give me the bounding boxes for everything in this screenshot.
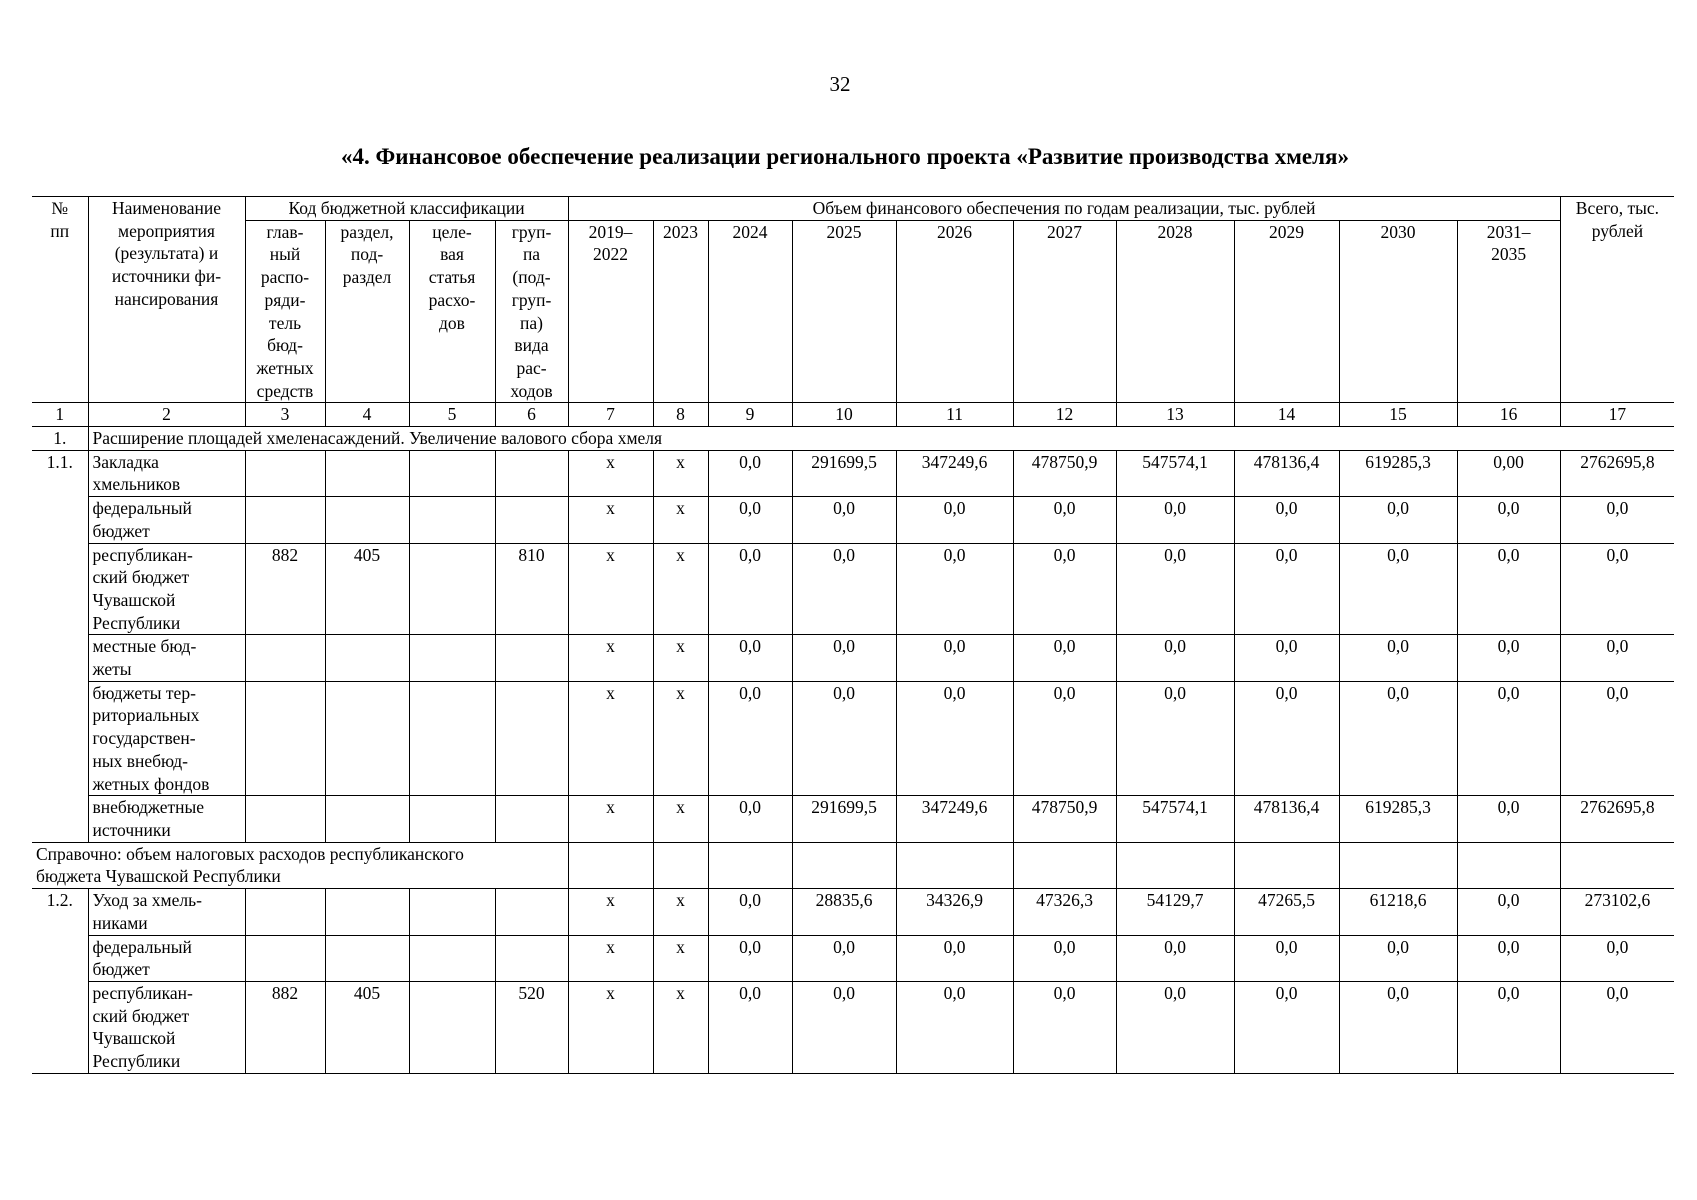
column-number: 8	[653, 403, 708, 427]
item-1-1-row	[32, 635, 1674, 681]
financing-table	[32, 196, 1674, 1074]
header-year-line: 2026	[937, 221, 973, 242]
item-1-2-row	[32, 889, 1674, 935]
kbk-section	[325, 796, 409, 842]
section-title: Расширение площадей хмеленасаждений. Увеличение валового сбора хмеля	[88, 427, 1674, 451]
financing-source-name-line: ский бюджет	[92, 567, 190, 588]
kbk-target-article	[409, 796, 495, 842]
item-1-2-row	[32, 935, 1674, 981]
header-year-line: 2022	[593, 244, 629, 265]
header-year	[1116, 220, 1234, 403]
year-value: 0,0	[1234, 497, 1339, 543]
header-name-line: источники фи-	[111, 266, 222, 287]
year-value: 0,0	[708, 635, 792, 681]
kbk-target-article	[409, 543, 495, 635]
header-total-line: Всего, тыс.	[1575, 198, 1660, 218]
year-value: 0,0	[708, 796, 792, 842]
financing-source-name-line: ский бюджет	[92, 1005, 190, 1026]
financing-source-name	[88, 981, 245, 1073]
year-value: 47265,5	[1234, 889, 1339, 935]
year-value: x	[568, 935, 653, 981]
document-title: «4. Финансовое обеспечение реализации регионального проекта «Развитие производства хмеля»	[341, 144, 1349, 169]
year-value: 0,0	[896, 681, 1013, 796]
year-value: 478136,4	[1234, 450, 1339, 496]
year-value: 0,0	[1457, 889, 1560, 935]
kbk-section	[325, 681, 409, 796]
financing-source-name-line: риториальных	[92, 705, 200, 726]
section-row	[32, 427, 1674, 451]
year-value: 0,0	[1116, 935, 1234, 981]
total-value: 0,0	[1560, 981, 1674, 1073]
year-value: x	[653, 981, 708, 1073]
year-value: 0,0	[1234, 681, 1339, 796]
header-year	[653, 220, 708, 403]
header-no-line: №	[51, 198, 69, 218]
kbk-expense-group	[495, 889, 568, 935]
kbk-section: 405	[325, 543, 409, 635]
financing-source-name-line: ных внебюд-	[92, 750, 188, 771]
kbk-main-manager: 882	[245, 543, 325, 635]
year-value: 547574,1	[1116, 796, 1234, 842]
kbk-section: 405	[325, 981, 409, 1073]
header-year	[1013, 220, 1116, 403]
year-value: 0,0	[896, 635, 1013, 681]
year-value: 0,0	[792, 681, 896, 796]
header-total-line: рублей	[1591, 220, 1644, 241]
kbk-target-article	[409, 450, 495, 496]
financing-source-name	[88, 935, 245, 981]
year-value: 0,0	[708, 497, 792, 543]
header-kbk-group-type-line: ходов	[510, 380, 553, 401]
total-value: 2762695,8	[1560, 450, 1674, 496]
financing-source-name-line: государствен-	[92, 728, 196, 749]
kbk-section	[325, 935, 409, 981]
header-total	[1560, 197, 1674, 403]
header-kbk-main-line: тель	[268, 312, 302, 333]
year-value: 0,0	[1457, 497, 1560, 543]
year-value: 0,0	[896, 981, 1013, 1073]
column-number: 1	[32, 403, 88, 427]
header-name-line: мероприятия	[118, 220, 215, 241]
reference-empty-cell	[1560, 842, 1674, 888]
year-value: x	[653, 889, 708, 935]
year-value: 0,0	[1013, 935, 1116, 981]
year-value: 0,0	[1457, 796, 1560, 842]
header-funding-group: Объем финансового обеспечения по годам реализации, тыс. рублей	[568, 197, 1560, 221]
header-name-line: Наименование	[111, 198, 222, 218]
column-number: 11	[896, 403, 1013, 427]
reference-empty-cell	[1339, 842, 1457, 888]
year-value: 0,0	[1013, 635, 1116, 681]
header-year-line: 2031–	[1486, 221, 1531, 242]
header-kbk-main-line: распо-	[260, 267, 310, 288]
financing-source-name-line: бюджеты тер-	[92, 682, 196, 703]
header-kbk-target-line: целе-	[432, 221, 472, 242]
reference-row	[32, 842, 1674, 888]
column-number: 4	[325, 403, 409, 427]
column-number: 7	[568, 403, 653, 427]
year-value: 0,0	[792, 497, 896, 543]
year-value: 291699,5	[792, 796, 896, 842]
kbk-expense-group	[495, 497, 568, 543]
year-value: x	[568, 889, 653, 935]
year-value: 0,0	[1457, 543, 1560, 635]
financing-source-name-line: жетных фондов	[92, 773, 210, 794]
total-value: 273102,6	[1560, 889, 1674, 935]
header-kbk-main-line: жетных	[256, 357, 314, 378]
year-value: x	[568, 450, 653, 496]
kbk-expense-group	[495, 450, 568, 496]
header-year	[568, 220, 653, 403]
year-value: 0,0	[1457, 635, 1560, 681]
financing-source-name-line: никами	[92, 912, 148, 933]
year-value: 0,0	[708, 889, 792, 935]
reference-note	[32, 842, 568, 888]
column-number: 9	[708, 403, 792, 427]
year-value: x	[568, 681, 653, 796]
reference-empty-cell	[1116, 842, 1234, 888]
year-value: x	[653, 935, 708, 981]
year-value: 0,0	[708, 543, 792, 635]
year-value: 0,0	[1339, 935, 1457, 981]
kbk-expense-group	[495, 796, 568, 842]
header-kbk-main-line: ряди-	[264, 289, 306, 310]
financing-source-name	[88, 450, 245, 496]
year-value: x	[568, 635, 653, 681]
header-kbk-group-type	[495, 220, 568, 403]
financing-source-name-line: федеральный	[92, 936, 192, 957]
year-value: 0,0	[1457, 981, 1560, 1073]
total-value: 0,0	[1560, 543, 1674, 635]
year-value: 0,0	[708, 681, 792, 796]
header-row-1	[32, 197, 1674, 221]
financing-source-name	[88, 497, 245, 543]
year-value: 0,00	[1457, 450, 1560, 496]
year-value: x	[568, 796, 653, 842]
header-row-2	[32, 220, 1674, 403]
financing-source-name-line: федеральный	[92, 498, 192, 519]
page-number: 32	[829, 72, 851, 96]
reference-empty-cell	[1457, 842, 1560, 888]
year-value: 478750,9	[1013, 796, 1116, 842]
year-value: 619285,3	[1339, 796, 1457, 842]
reference-note-line: Справочно: объем налоговых расходов республиканского	[36, 843, 464, 864]
kbk-main-manager	[245, 935, 325, 981]
year-value: x	[653, 635, 708, 681]
header-kbk-group-type-line: груп-	[511, 221, 552, 242]
header-name-line: (результата) и	[114, 243, 219, 264]
kbk-expense-group	[495, 681, 568, 796]
year-value: 0,0	[1234, 543, 1339, 635]
header-year-line: 2023	[663, 221, 699, 242]
item-1-2-number: 1.2.	[32, 889, 88, 1074]
year-value: 54129,7	[1116, 889, 1234, 935]
total-value: 0,0	[1560, 681, 1674, 796]
year-value: 0,0	[1013, 681, 1116, 796]
kbk-target-article	[409, 497, 495, 543]
year-value: 478136,4	[1234, 796, 1339, 842]
column-number: 13	[1116, 403, 1234, 427]
year-value: 0,0	[792, 981, 896, 1073]
financing-source-name-line: источники	[92, 819, 171, 840]
header-year	[896, 220, 1013, 403]
year-value: x	[568, 497, 653, 543]
column-number: 17	[1560, 403, 1674, 427]
year-value: 28835,6	[792, 889, 896, 935]
header-kbk-section	[325, 220, 409, 403]
header-kbk-group-type-line: рас-	[516, 357, 547, 378]
column-number: 16	[1457, 403, 1560, 427]
financing-source-name-line: Чувашской	[92, 589, 176, 610]
header-kbk-target-line: расхо-	[428, 289, 476, 310]
year-value: 0,0	[708, 935, 792, 981]
column-number: 15	[1339, 403, 1457, 427]
year-value: 0,0	[1116, 497, 1234, 543]
total-value: 0,0	[1560, 935, 1674, 981]
kbk-target-article	[409, 889, 495, 935]
year-value: 291699,5	[792, 450, 896, 496]
kbk-main-manager	[245, 889, 325, 935]
reference-empty-cell	[1234, 842, 1339, 888]
kbk-main-manager	[245, 635, 325, 681]
column-number: 10	[792, 403, 896, 427]
year-value: 0,0	[792, 935, 896, 981]
financing-source-name-line: внебюджетные	[92, 797, 205, 818]
financing-source-name-line: республикан-	[92, 982, 193, 1003]
column-number: 12	[1013, 403, 1116, 427]
reference-empty-cell	[653, 842, 708, 888]
year-value: 0,0	[1116, 981, 1234, 1073]
column-number: 5	[409, 403, 495, 427]
item-1-2-row	[32, 981, 1674, 1073]
header-kbk-target-line: статья	[428, 267, 476, 288]
financing-source-name-line: хмельников	[92, 474, 181, 495]
header-kbk-main-line: средств	[256, 380, 314, 401]
year-value: x	[653, 497, 708, 543]
column-number: 14	[1234, 403, 1339, 427]
item-1-1-row	[32, 796, 1674, 842]
financing-source-name-line: республикан-	[92, 544, 193, 565]
year-value: 0,0	[1234, 635, 1339, 681]
kbk-expense-group	[495, 935, 568, 981]
item-1-1-row	[32, 543, 1674, 635]
financing-source-name-line: Уход за хмель-	[92, 890, 202, 911]
year-value: 0,0	[792, 635, 896, 681]
year-value: 0,0	[1116, 543, 1234, 635]
year-value: x	[653, 796, 708, 842]
header-year-line: 2024	[732, 221, 768, 242]
kbk-expense-group	[495, 635, 568, 681]
header-name	[88, 197, 245, 403]
year-value: 34326,9	[896, 889, 1013, 935]
year-value: 0,0	[1457, 935, 1560, 981]
year-value: 0,0	[1339, 543, 1457, 635]
year-value: 0,0	[1339, 981, 1457, 1073]
year-value: 0,0	[1013, 981, 1116, 1073]
year-value: 0,0	[1339, 681, 1457, 796]
financing-source-name-line: Чувашской	[92, 1028, 176, 1049]
kbk-target-article	[409, 981, 495, 1073]
header-kbk-target-line: вая	[440, 244, 464, 265]
item-1-1-number: 1.1.	[32, 450, 88, 842]
reference-empty-cell	[792, 842, 896, 888]
kbk-main-manager	[245, 681, 325, 796]
total-value: 0,0	[1560, 497, 1674, 543]
header-kbk-group-type-line: па	[522, 244, 541, 265]
kbk-section	[325, 889, 409, 935]
financing-source-name	[88, 543, 245, 635]
year-value: 0,0	[1234, 981, 1339, 1073]
column-number: 6	[495, 403, 568, 427]
kbk-section	[325, 450, 409, 496]
financing-source-name	[88, 681, 245, 796]
header-kbk-group: Код бюджетной классификации	[245, 197, 568, 221]
kbk-section	[325, 635, 409, 681]
year-value: 0,0	[1116, 681, 1234, 796]
reference-empty-cell	[896, 842, 1013, 888]
kbk-section	[325, 497, 409, 543]
year-value: x	[568, 981, 653, 1073]
header-name-line: нансирования	[114, 288, 219, 309]
year-value: 0,0	[1339, 635, 1457, 681]
table-body	[32, 197, 1674, 1074]
year-value: x	[568, 543, 653, 635]
year-value: 0,0	[896, 935, 1013, 981]
year-value: 0,0	[1116, 635, 1234, 681]
header-year	[1234, 220, 1339, 403]
item-1-1-row	[32, 681, 1674, 796]
financing-source-name-line: жеты	[92, 659, 132, 680]
header-kbk-target	[409, 220, 495, 403]
year-value: 619285,3	[1339, 450, 1457, 496]
kbk-main-manager: 882	[245, 981, 325, 1073]
year-value: x	[653, 543, 708, 635]
kbk-expense-group: 520	[495, 981, 568, 1073]
header-year-line: 2019–	[588, 221, 633, 242]
year-value: x	[653, 450, 708, 496]
financing-source-name-line: местные бюд-	[92, 636, 197, 657]
financing-source-name-line: бюджет	[92, 520, 150, 541]
header-year	[792, 220, 896, 403]
section-number: 1.	[32, 427, 88, 451]
reference-note-line: бюджета Чувашской Республики	[36, 866, 281, 887]
header-kbk-main-line: глав-	[266, 221, 304, 242]
header-kbk-main	[245, 220, 325, 403]
year-value: 0,0	[1339, 497, 1457, 543]
year-value: 0,0	[708, 981, 792, 1073]
kbk-main-manager	[245, 450, 325, 496]
column-number: 2	[88, 403, 245, 427]
year-value: x	[653, 681, 708, 796]
header-no	[32, 197, 88, 403]
year-value: 47326,3	[1013, 889, 1116, 935]
header-kbk-main-line: бюд-	[267, 335, 303, 356]
financing-source-name-line: бюджет	[92, 959, 150, 980]
header-year-line: 2029	[1269, 221, 1305, 242]
header-year	[1339, 220, 1457, 403]
header-kbk-group-type-line: (под-	[512, 267, 551, 288]
reference-empty-cell	[708, 842, 792, 888]
year-value: 0,0	[1013, 497, 1116, 543]
financing-source-name-line: Республики	[92, 1051, 181, 1072]
year-value: 0,0	[896, 497, 1013, 543]
financing-source-name-line: Закладка	[92, 451, 159, 472]
financing-source-name	[88, 635, 245, 681]
header-kbk-section-line: под-	[350, 244, 384, 265]
year-value: 61218,6	[1339, 889, 1457, 935]
reference-empty-cell	[1013, 842, 1116, 888]
total-value: 0,0	[1560, 635, 1674, 681]
kbk-main-manager	[245, 796, 325, 842]
financing-source-name	[88, 796, 245, 842]
header-kbk-group-type-line: вида	[514, 335, 549, 356]
year-value: 0,0	[1457, 681, 1560, 796]
header-year-line: 2030	[1380, 221, 1416, 242]
header-kbk-section-line: раздел	[342, 267, 392, 288]
header-kbk-group-type-line: па)	[520, 312, 543, 333]
header-year-line: 2035	[1491, 244, 1527, 265]
year-value: 347249,6	[896, 796, 1013, 842]
kbk-target-article	[409, 681, 495, 796]
column-number: 3	[245, 403, 325, 427]
header-year	[708, 220, 792, 403]
year-value: 0,0	[708, 450, 792, 496]
item-1-1-row	[32, 497, 1674, 543]
year-value: 0,0	[896, 543, 1013, 635]
header-year-line: 2028	[1157, 221, 1193, 242]
year-value: 0,0	[1234, 935, 1339, 981]
header-year-line: 2025	[826, 221, 862, 242]
header-kbk-main-line: ный	[269, 244, 301, 265]
header-no-line: пп	[50, 220, 70, 241]
financing-source-name	[88, 889, 245, 935]
header-kbk-section-line: раздел,	[340, 221, 394, 242]
column-numbers-row	[32, 403, 1674, 427]
header-kbk-target-line: дов	[439, 312, 465, 333]
financing-source-name-line: Республики	[92, 612, 181, 633]
reference-empty-cell	[568, 842, 653, 888]
header-kbk-group-type-line: груп-	[511, 289, 552, 310]
item-1-1-row	[32, 450, 1674, 496]
kbk-target-article	[409, 635, 495, 681]
kbk-expense-group: 810	[495, 543, 568, 635]
kbk-main-manager	[245, 497, 325, 543]
header-year	[1457, 220, 1560, 403]
year-value: 0,0	[792, 543, 896, 635]
header-year-line: 2027	[1047, 221, 1083, 242]
year-value: 0,0	[1013, 543, 1116, 635]
year-value: 547574,1	[1116, 450, 1234, 496]
year-value: 478750,9	[1013, 450, 1116, 496]
kbk-target-article	[409, 935, 495, 981]
year-value: 347249,6	[896, 450, 1013, 496]
total-value: 2762695,8	[1560, 796, 1674, 842]
